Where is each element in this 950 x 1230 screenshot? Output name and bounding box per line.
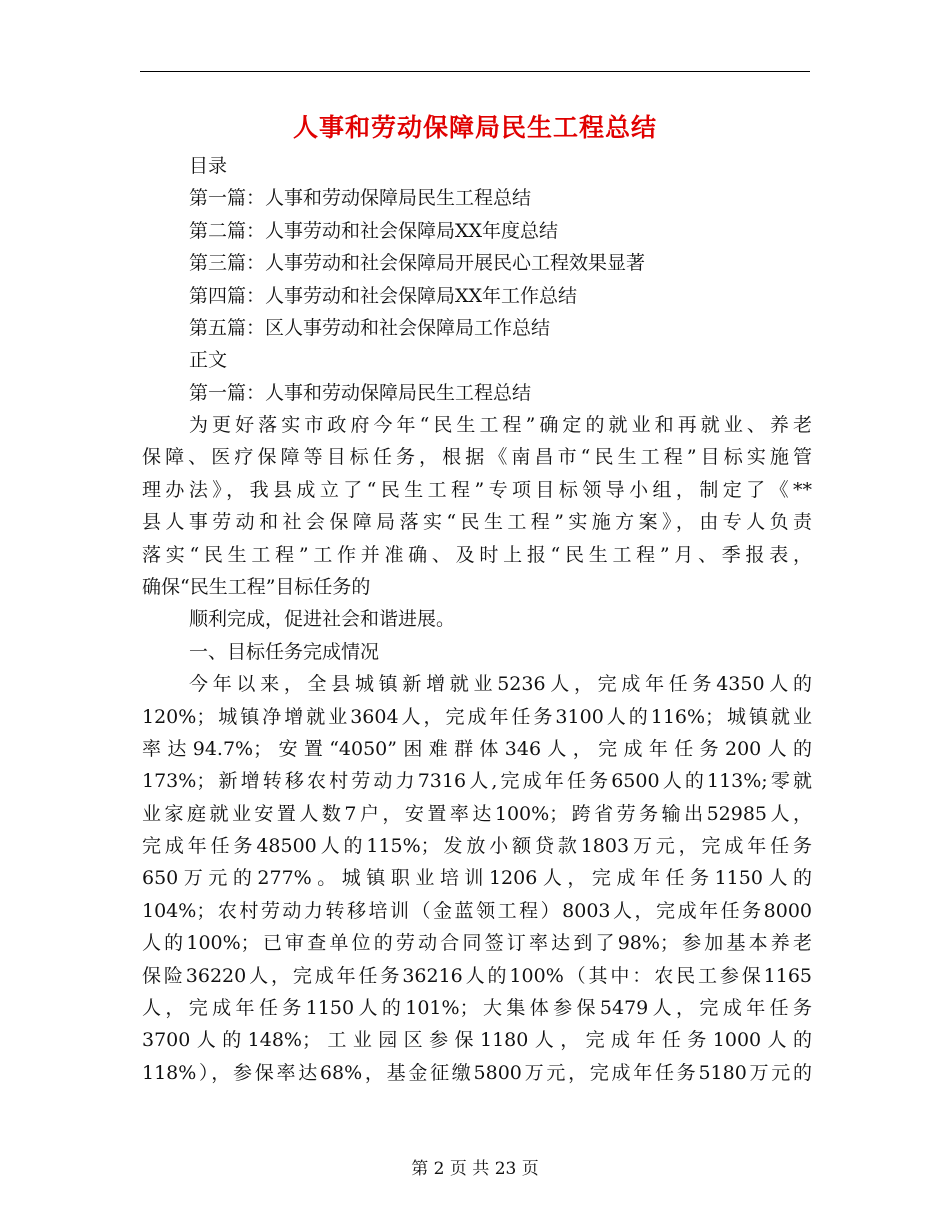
header-rule bbox=[140, 71, 810, 72]
paragraph-line: 落实“民生工程”工作并准确、及时上报“民生工程”月、季报表， bbox=[142, 543, 812, 566]
paragraph-line: 120%；城镇净增就业3604人，完成年任务3100人的116%；城镇就业 bbox=[142, 705, 812, 728]
paragraph-line: 人的100%；已审查单位的劳动合同签订率达到了98%；参加基本养老 bbox=[142, 932, 812, 955]
section-heading: 一、目标任务完成情况 bbox=[189, 640, 380, 663]
paragraph-line: 173%；新增转移农村劳动力7316人,完成年任务6500人的113%;零就 bbox=[142, 770, 812, 793]
body-heading: 正文 bbox=[189, 349, 228, 372]
paragraph-line: 确保“民生工程”目标任务的 bbox=[142, 575, 371, 598]
paragraph-line: 今年以来，全县城镇新增就业5236人，完成年任务4350人的 bbox=[189, 673, 812, 696]
paragraph-line: 650万元的277%。城镇职业培训1206人，完成年任务1150人的 bbox=[142, 867, 812, 890]
paragraph-line: 县人事劳动和社会保障局落实“民生工程”实施方案》，由专人负责 bbox=[142, 511, 812, 534]
page-number-footer: 第 2 页 共 23 页 bbox=[411, 1159, 539, 1179]
document-body bbox=[142, 409, 812, 1089]
toc-item: 第三篇：人事劳动和社会保障局开展民心工程效果显著 bbox=[189, 252, 646, 275]
toc-item: 第一篇：人事和劳动保障局民生工程总结 bbox=[189, 187, 532, 210]
paragraph-line: 人，完成年任务1150人的101%；大集体参保5479人，完成年任务 bbox=[142, 997, 812, 1020]
document-title: 人事和劳动保障局民生工程总结 bbox=[292, 113, 657, 142]
toc-item: 第五篇：区人事劳动和社会保障局工作总结 bbox=[189, 316, 551, 339]
paragraph-line: 顺利完成，促进社会和谐进展。 bbox=[189, 608, 456, 631]
paragraph-line: 保险36220人，完成年任务36216人的100%（其中：农民工参保1165 bbox=[142, 964, 812, 987]
toc-item: 第四篇：人事劳动和社会保障局XX年工作总结 bbox=[189, 284, 578, 307]
paragraph-line: 为更好落实市政府今年“民生工程”确定的就业和再就业、养老 bbox=[189, 414, 812, 436]
paragraph-line: 104%；农村劳动力转移培训（金蓝领工程）8003人，完成年任务8000 bbox=[142, 899, 812, 922]
paragraph-line: 理办法》，我县成立了“民生工程”专项目标领导小组，制定了《** bbox=[142, 478, 812, 501]
paragraph-line: 完成年任务48500人的115%；发放小额贷款1803万元，完成年任务 bbox=[142, 835, 812, 858]
paragraph-line: 保障、医疗保障等目标任务，根据《南昌市“民生工程”目标实施管 bbox=[142, 446, 812, 469]
paragraph-line: 业家庭就业安置人数7户，安置率达100%；跨省劳务输出52985人， bbox=[142, 802, 812, 825]
toc-heading: 目录 bbox=[189, 155, 228, 177]
chapter-title: 第一篇：人事和劳动保障局民生工程总结 bbox=[189, 381, 532, 404]
table-of-contents bbox=[142, 150, 812, 409]
toc-item: 第二篇：人事劳动和社会保障局XX年度总结 bbox=[189, 219, 559, 242]
paragraph-line: 率达94.7%；安置“4050”困难群体346人，完成年任务200人的 bbox=[142, 737, 812, 760]
paragraph-line: 118%），参保率达68%，基金征缴5800万元，完成年任务5180万元的 bbox=[142, 1061, 812, 1084]
paragraph-line: 3700人的148%；工业园区参保1180人，完成年任务1000人的 bbox=[142, 1029, 812, 1052]
